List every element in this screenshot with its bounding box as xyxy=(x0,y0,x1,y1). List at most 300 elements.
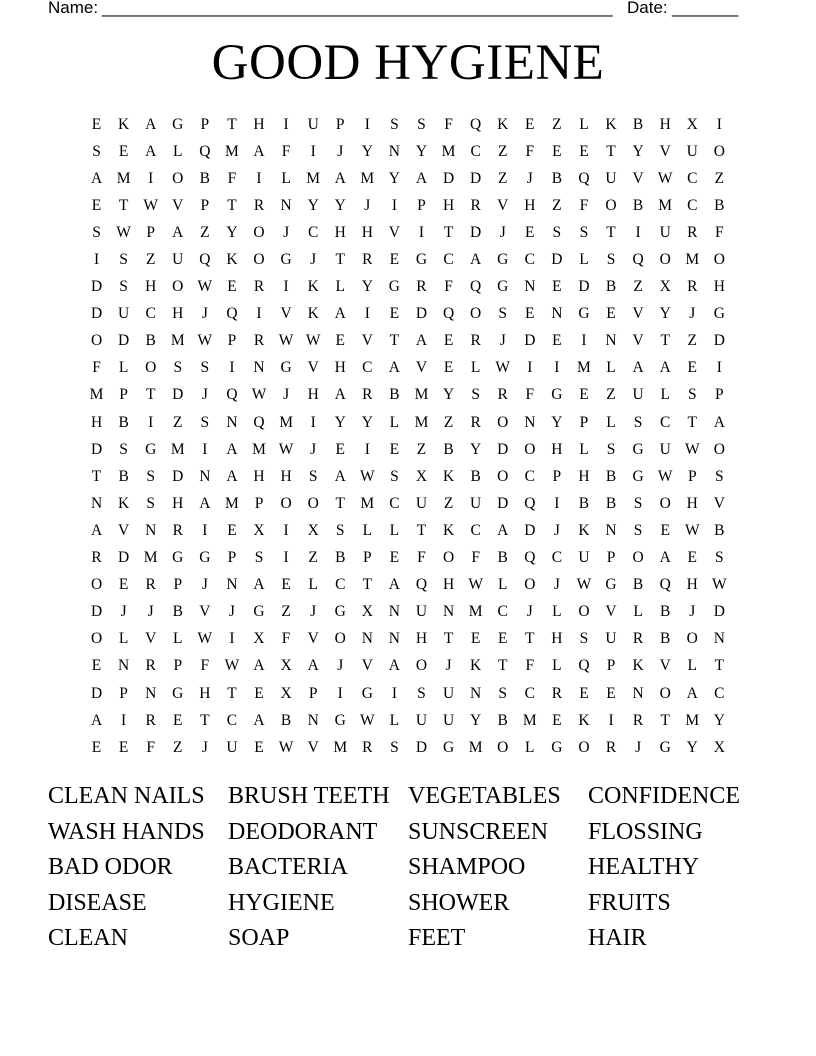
grid-letter: R xyxy=(687,223,698,241)
grid-letter: C xyxy=(497,603,508,621)
grid-letter: I xyxy=(364,305,370,323)
word-bank-item: SHAMPOO xyxy=(408,854,526,881)
grid-letter: W xyxy=(278,738,294,756)
grid-letter: M xyxy=(685,251,700,269)
grid-letter: M xyxy=(468,738,483,756)
grid-letter: Q xyxy=(226,305,238,323)
grid-letter: E xyxy=(389,440,400,458)
grid-letter: Y xyxy=(388,169,400,187)
grid-letter: M xyxy=(170,440,185,458)
word-bank-item: HAIR xyxy=(588,925,647,952)
grid-letter: O xyxy=(659,251,671,269)
grid-letter: L xyxy=(525,738,535,756)
grid-letter: D xyxy=(90,603,103,621)
grid-letter: N xyxy=(226,576,238,594)
grid-letter: A xyxy=(334,169,346,187)
grid-letter: W xyxy=(278,332,294,350)
grid-letter: B xyxy=(389,386,400,404)
grid-letter: C xyxy=(524,684,535,702)
grid-letter: R xyxy=(362,738,373,756)
grid-letter: N xyxy=(605,332,617,350)
grid-letter: S xyxy=(417,115,426,133)
grid-letter: R xyxy=(632,711,644,729)
grid-letter: A xyxy=(334,467,346,485)
grid-letter: C xyxy=(226,711,238,729)
grid-letter: O xyxy=(713,251,725,269)
grid-letter: V xyxy=(361,332,373,350)
grid-letter: B xyxy=(605,278,617,296)
grid-letter: O xyxy=(659,684,671,702)
grid-letter: D xyxy=(578,278,590,296)
grid-letter: R xyxy=(253,278,265,296)
grid-letter: J xyxy=(526,603,533,621)
grid-letter: J xyxy=(310,603,317,621)
grid-letter: Y xyxy=(226,223,238,241)
grid-row xyxy=(83,490,733,517)
grid-letter: A xyxy=(388,657,400,675)
grid-letter: H xyxy=(307,386,319,404)
grid-letter: E xyxy=(525,115,535,133)
grid-letter: A xyxy=(253,142,265,160)
grid-letter: T xyxy=(660,711,670,729)
grid-letter: I xyxy=(554,359,560,377)
grid-letter: J xyxy=(689,603,696,621)
grid-letter: X xyxy=(253,521,265,539)
grid-letter: T xyxy=(335,251,345,269)
grid-letter: O xyxy=(415,657,428,675)
grid-letter: Q xyxy=(659,576,671,594)
grid-letter: Z xyxy=(443,494,454,512)
grid-letter: P xyxy=(335,115,345,133)
grid-letter: O xyxy=(172,278,184,296)
grid-letter: J xyxy=(283,223,290,241)
grid-letter: O xyxy=(307,494,319,512)
grid-letter: J xyxy=(283,386,290,404)
grid-letter: W xyxy=(712,576,727,594)
grid-letter: B xyxy=(578,494,590,512)
grid-letter: R xyxy=(632,630,644,648)
grid-letter: I xyxy=(148,413,154,431)
grid-letter: T xyxy=(443,630,454,648)
grid-letter: J xyxy=(337,657,344,675)
grid-letter: L xyxy=(552,603,562,621)
grid-letter: G xyxy=(659,738,671,756)
grid-letter: D xyxy=(551,251,563,269)
grid-letter: P xyxy=(363,549,372,567)
grid-letter: T xyxy=(389,332,400,350)
grid-letter: K xyxy=(118,115,130,133)
grid-letter: Y xyxy=(442,386,455,404)
grid-letter: B xyxy=(335,549,346,567)
grid-letter: T xyxy=(227,115,237,133)
grid-letter: G xyxy=(497,278,509,296)
grid-row xyxy=(83,111,733,138)
grid-letter: W xyxy=(251,386,267,404)
grid-letter: Q xyxy=(524,549,536,567)
grid-letter: O xyxy=(605,196,617,214)
grid-letter: P xyxy=(200,115,210,133)
grid-letter: Q xyxy=(578,657,590,675)
grid-letter: P xyxy=(606,549,616,567)
grid-letter: S xyxy=(92,142,101,160)
grid-letter: S xyxy=(390,115,399,133)
grid-row xyxy=(83,355,733,382)
grid-letter: I xyxy=(93,251,100,269)
grid-letter: Q xyxy=(470,278,482,296)
grid-letter: C xyxy=(443,251,454,269)
word-bank-item: FLOSSING xyxy=(588,818,703,845)
grid-letter: H xyxy=(334,359,346,377)
grid-letter: D xyxy=(470,169,482,187)
grid-letter: T xyxy=(227,196,237,214)
grid-letter: E xyxy=(552,278,562,296)
grid-letter: J xyxy=(201,305,208,323)
word-bank-item: HYGIENE xyxy=(228,889,335,916)
grid-letter: P xyxy=(173,657,183,675)
grid-letter: Z xyxy=(416,440,427,458)
grid-letter: Y xyxy=(361,142,373,160)
grid-letter: H xyxy=(659,115,671,133)
grid-letter: S xyxy=(119,440,128,458)
grid-letter: M xyxy=(441,142,456,160)
grid-letter: B xyxy=(660,630,671,648)
grid-letter: I xyxy=(121,711,127,729)
word-bank-item: DEODORANT xyxy=(228,818,378,845)
grid-letter: I xyxy=(202,521,208,539)
grid-letter: G xyxy=(632,467,644,485)
grid-letter: B xyxy=(443,440,454,458)
grid-letter: E xyxy=(389,251,400,269)
grid-letter: M xyxy=(252,440,266,458)
grid-letter: B xyxy=(172,603,183,621)
grid-letter: L xyxy=(389,711,400,729)
grid-letter: E xyxy=(335,332,345,350)
grid-row xyxy=(83,517,733,544)
grid-letter: A xyxy=(90,711,103,729)
grid-letter: C xyxy=(145,305,156,323)
grid-letter: U xyxy=(686,142,698,160)
grid-letter: E xyxy=(118,576,129,594)
grid-letter: D xyxy=(118,332,130,350)
grid-letter: W xyxy=(657,467,673,485)
grid-letter: M xyxy=(414,386,429,404)
grid-letter: R xyxy=(362,251,373,269)
grid-letter: U xyxy=(470,494,482,512)
grid-letter: I xyxy=(418,223,425,241)
grid-letter: X xyxy=(253,630,265,648)
grid-letter: V xyxy=(497,196,509,214)
grid-letter: C xyxy=(362,359,373,377)
grid-letter: L xyxy=(308,576,318,594)
grid-letter: Y xyxy=(334,196,346,214)
grid-letter: E xyxy=(606,684,616,702)
grid-letter: Y xyxy=(470,440,482,458)
grid-letter: G xyxy=(172,549,184,567)
grid-letter: Y xyxy=(334,413,346,431)
grid-letter: R xyxy=(253,196,265,214)
grid-row xyxy=(83,301,733,328)
grid-letter: G xyxy=(497,251,509,269)
grid-letter: J xyxy=(445,657,452,675)
grid-letter: O xyxy=(145,359,157,377)
grid-letter: V xyxy=(307,359,319,377)
grid-letter: A xyxy=(659,359,671,377)
grid-letter: J xyxy=(120,603,127,621)
grid-letter: U xyxy=(172,251,184,269)
grid-letter: Z xyxy=(308,549,318,567)
grid-letter: P xyxy=(200,196,210,214)
grid-letter: K xyxy=(442,467,455,485)
grid-letter: D xyxy=(90,278,103,296)
grid-letter: J xyxy=(553,576,560,594)
grid-letter: Y xyxy=(470,711,482,729)
grid-letter: A xyxy=(659,549,671,567)
grid-letter: T xyxy=(443,223,454,241)
grid-letter: E xyxy=(281,576,291,594)
grid-letter: X xyxy=(361,603,373,621)
grid-letter: C xyxy=(307,223,319,241)
grid-letter: S xyxy=(633,521,643,539)
grid-letter: P xyxy=(579,413,589,431)
grid-letter: C xyxy=(470,142,481,160)
word-bank-item: BACTERIA xyxy=(228,854,348,881)
grid-letter: A xyxy=(172,223,184,241)
grid-letter: J xyxy=(201,738,208,756)
grid-letter: T xyxy=(91,467,102,485)
grid-letter: G xyxy=(551,738,563,756)
grid-letter: V xyxy=(605,603,617,621)
grid-letter: L xyxy=(660,386,670,404)
grid-letter: X xyxy=(713,738,725,756)
grid-letter: I xyxy=(202,440,208,458)
grid-letter: Z xyxy=(714,169,725,187)
grid-letter: B xyxy=(145,332,156,350)
grid-letter: Q xyxy=(415,576,428,594)
grid-letter: S xyxy=(579,630,589,648)
grid-letter: L xyxy=(606,413,616,431)
grid-letter: O xyxy=(470,305,482,323)
grid-letter: H xyxy=(280,467,292,485)
grid-letter: V xyxy=(118,521,130,539)
word-bank-item: CONFIDENCE xyxy=(588,783,741,809)
grid-letter: P xyxy=(146,223,155,241)
grid-letter: R xyxy=(145,657,156,675)
grid-letter: S xyxy=(687,386,697,404)
grid-letter: M xyxy=(658,196,673,214)
grid-letter: M xyxy=(225,494,239,512)
grid-letter: G xyxy=(632,440,644,458)
grid-row xyxy=(83,436,733,463)
grid-letter: K xyxy=(470,657,482,675)
grid-letter: H xyxy=(442,196,455,214)
grid-letter: S xyxy=(633,413,643,431)
grid-letter: M xyxy=(360,494,375,512)
grid-letter: Y xyxy=(659,305,671,323)
grid-letter: G xyxy=(361,684,373,702)
grid-letter: S xyxy=(498,684,508,702)
grid-letter: Z xyxy=(200,223,210,241)
grid-letter: D xyxy=(90,440,103,458)
grid-letter: G xyxy=(172,684,184,702)
grid-letter: Z xyxy=(606,386,616,404)
grid-letter: O xyxy=(713,142,725,160)
grid-row xyxy=(83,734,733,761)
word-bank-item: CLEAN NAILS xyxy=(48,783,205,809)
grid-letter: H xyxy=(415,630,428,648)
grid-letter: D xyxy=(524,521,536,539)
grid-letter: E xyxy=(443,359,454,377)
grid-letter: S xyxy=(119,251,128,269)
name-label: Name: xyxy=(48,0,99,17)
grid-letter: B xyxy=(632,196,644,214)
grid-letter: Q xyxy=(632,251,644,269)
word-bank-item: BAD ODOR xyxy=(48,854,173,881)
grid-letter: L xyxy=(633,603,643,621)
grid-letter: Q xyxy=(199,251,211,269)
grid-letter: V xyxy=(307,630,319,648)
grid-letter: E xyxy=(91,738,102,756)
grid-letter: F xyxy=(92,359,101,377)
grid-letter: O xyxy=(578,603,590,621)
grid-letter: S xyxy=(471,386,480,404)
grid-row xyxy=(83,680,733,707)
grid-letter: M xyxy=(468,603,483,621)
grid-letter: Y xyxy=(713,711,725,729)
grid-letter: F xyxy=(525,657,535,675)
grid-letter: G xyxy=(172,115,184,133)
grid-letter: B xyxy=(470,467,481,485)
grid-letter: J xyxy=(201,386,208,404)
grid-letter: R xyxy=(91,549,102,567)
grid-letter: G xyxy=(280,359,292,377)
grid-letter: G xyxy=(442,738,455,756)
grid-letter: E xyxy=(173,711,183,729)
grid-letter: N xyxy=(388,142,400,160)
grid-letter: A xyxy=(90,169,103,187)
grid-letter: I xyxy=(337,684,343,702)
grid-letter: Q xyxy=(253,413,265,431)
grid-letter: E xyxy=(389,549,400,567)
grid-letter: B xyxy=(118,413,129,431)
grid-letter: E xyxy=(525,223,535,241)
grid-letter: A xyxy=(145,115,157,133)
grid-letter: J xyxy=(310,440,317,458)
grid-letter: U xyxy=(659,223,671,241)
grid-letter: A xyxy=(334,305,346,323)
grid-letter: M xyxy=(143,549,158,567)
grid-letter: Y xyxy=(361,413,373,431)
grid-letter: O xyxy=(334,630,346,648)
grid-letter: E xyxy=(335,440,345,458)
grid-letter: D xyxy=(415,738,428,756)
grid-letter: Z xyxy=(497,169,508,187)
grid-letter: E xyxy=(552,332,562,350)
grid-letter: S xyxy=(606,251,616,269)
grid-letter: E xyxy=(579,142,589,160)
grid-letter: O xyxy=(713,440,725,458)
grid-letter: E xyxy=(552,142,562,160)
grid-letter: D xyxy=(415,305,428,323)
grid-letter: N xyxy=(199,467,211,485)
grid-letter: W xyxy=(197,630,213,648)
grid-letter: H xyxy=(199,684,211,702)
grid-letter: P xyxy=(687,467,697,485)
grid-letter: N xyxy=(524,278,536,296)
grid-letter: L xyxy=(552,657,562,675)
grid-letter: W xyxy=(278,440,294,458)
grid-letter: W xyxy=(143,196,159,214)
grid-letter: V xyxy=(659,142,671,160)
grid-letter: M xyxy=(360,169,375,187)
grid-letter: F xyxy=(417,549,426,567)
grid-letter: E xyxy=(118,738,129,756)
grid-letter: R xyxy=(145,711,156,729)
word-bank-item: CLEAN xyxy=(48,925,128,952)
grid-letter: E xyxy=(606,305,616,323)
grid-letter: T xyxy=(525,630,535,648)
grid-letter: G xyxy=(199,549,211,567)
word-bank xyxy=(48,779,768,957)
grid-letter: O xyxy=(497,738,509,756)
grid-letter: T xyxy=(660,332,670,350)
word-bank-item: VEGETABLES xyxy=(408,783,561,809)
grid-letter: L xyxy=(497,576,508,594)
grid-letter: P xyxy=(308,684,318,702)
grid-letter: F xyxy=(281,142,291,160)
grid-letter: O xyxy=(90,332,103,350)
grid-letter: H xyxy=(524,196,536,214)
grid-letter: D xyxy=(442,169,455,187)
grid-letter: R xyxy=(470,332,481,350)
grid-letter: E xyxy=(227,278,237,296)
grid-letter: L xyxy=(579,440,589,458)
grid-letter: E xyxy=(227,521,237,539)
grid-letter: H xyxy=(551,630,563,648)
grid-letter: F xyxy=(227,169,237,187)
grid-letter: N xyxy=(226,413,238,431)
grid-letter: G xyxy=(713,305,725,323)
grid-letter: J xyxy=(228,603,235,621)
grid-letter: G xyxy=(334,711,346,729)
grid-letter: S xyxy=(633,494,643,512)
grid-letter: M xyxy=(279,413,293,431)
grid-letter: N xyxy=(605,521,617,539)
grid-letter: G xyxy=(280,251,292,269)
grid-letter: W xyxy=(576,576,592,594)
grid-letter: R xyxy=(362,386,373,404)
grid-letter: P xyxy=(552,467,562,485)
grid-letter: D xyxy=(497,440,509,458)
grid-letter: O xyxy=(90,630,103,648)
grid-letter: A xyxy=(226,467,238,485)
grid-letter: R xyxy=(551,684,563,702)
grid-letter: O xyxy=(632,549,644,567)
grid-letter: C xyxy=(687,196,698,214)
grid-letter: M xyxy=(225,142,239,160)
grid-letter: E xyxy=(254,684,264,702)
grid-letter: I xyxy=(364,440,370,458)
grid-row xyxy=(83,274,733,301)
grid-letter: M xyxy=(116,169,131,187)
word-bank-item: HEALTHY xyxy=(588,854,700,881)
grid-letter: S xyxy=(715,467,724,485)
grid-letter: A xyxy=(226,440,238,458)
grid-letter: M xyxy=(522,711,537,729)
grid-letter: G xyxy=(605,576,617,594)
grid-row xyxy=(83,463,733,490)
grid-letter: H xyxy=(551,440,563,458)
grid-letter: L xyxy=(281,169,291,187)
